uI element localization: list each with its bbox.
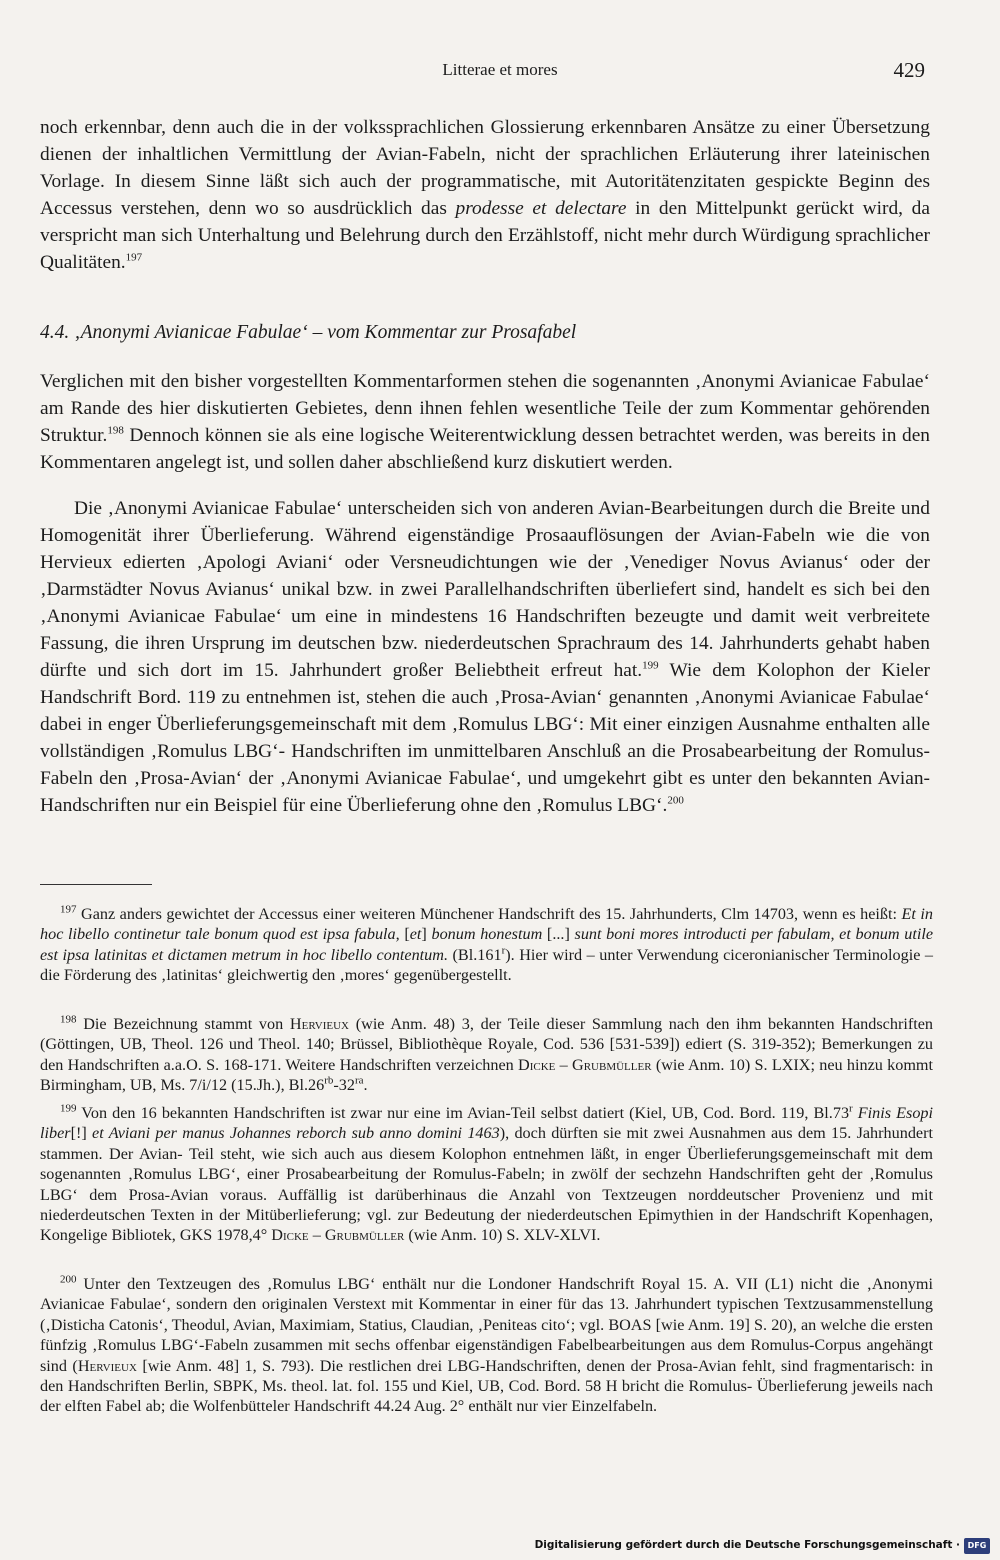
text: (wie Anm. 48) 3, der Teile dieser Sammlung nach den ihm bekannten Handschriften (Göttingen, UB, Theol. 126 und Theol. 140; Brüssel, Bibliothèque Royale, Cod. 536 [531-539]) ediert (S. 319-352); Bemerkungen zu den Handschriften a.a.O. S. 168-171. Weitere Handschriften verzeichnen	[40, 1015, 933, 1074]
text: -32	[333, 1076, 355, 1095]
text: Die Bezeichnung stammt von	[76, 1015, 290, 1033]
latin-quote: et	[409, 925, 422, 944]
latin-quote: et Aviani per manus Johannes reborch sub anno domini 1463	[92, 1124, 500, 1143]
footnote-ref[interactable]: 197	[125, 251, 143, 264]
latin-quote: Finis Esopi liber	[40, 1104, 934, 1143]
author-name: Dicke – Grubmüller	[271, 1226, 405, 1245]
text: (wie Anm. 10) S. XLV-XLVI.	[404, 1226, 601, 1245]
footnote-199	[40, 1103, 933, 1246]
section-heading: 4.4. ‚Anonymi Avianicae Fabulae‘ – vom Kommentar zur Prosafabel	[40, 322, 577, 343]
footnote-ref[interactable]: 198	[107, 424, 124, 437]
text: [...]	[542, 925, 575, 944]
text: Verglichen mit den bisher vorgestellten Kommentarformen stehen die sogenannten ‚Anonymi Avianicae Fabulae‘ am Rande des hier diskutierten Gebietes, denn ihnen fehlen wesentliche Teile der zum Kommentar gehörenden Struktur.	[40, 371, 930, 446]
text: (Bl.161	[448, 945, 502, 964]
footer-credit: Digitalisierung gefördert durch die Deutsche Forschungsgemeinschaft ·	[534, 1539, 960, 1551]
latin-phrase: prodesse et delectare	[455, 198, 627, 219]
paragraph-tradition	[40, 495, 930, 819]
author-name: Dicke – Grubmüller	[518, 1055, 652, 1074]
footnote-197	[40, 904, 933, 986]
text: Ganz anders gewichtet der Accessus einer weiteren Münchener Handschrift des 15. Jahrhunderts, Clm 14703, wenn es heißt:	[76, 905, 902, 923]
text: Von den 16 bekannten Handschriften ist zwar nur eine im Avian-Teil selbst datiert (Kiel, UB, Cod. Bord. 119, Bl.73	[76, 1104, 850, 1122]
author-name: Hervieux	[289, 1015, 350, 1033]
footnote-number: 200	[60, 1273, 77, 1286]
text: [!]	[70, 1124, 93, 1143]
footer	[0, 1530, 1000, 1560]
latin-quote: Et in hoc libello continetur tale bonum quod est ipsa fabula,	[40, 905, 933, 944]
text: ). Hier wird – unter Verwendung ciceronianischer Terminologie – die Förderung des ‚latinitas‘ gleichwertig den ‚mores‘ gegenübergestellt.	[40, 945, 933, 985]
text: .	[363, 1076, 368, 1095]
folio-side: r	[849, 1102, 853, 1115]
text: ), doch dürften sie mit zwei Ausnahmen aus dem 15. Jahrhundert stammen. Der Avian- Teil steht, wie sich auch aus diesem Kolophon entnehmen läßt, in enger Überlieferungsgemeinschaft mit dem sogenannten ‚Romulus LBG‘, einer Prosabearbeitung der Romulus-Fabeln; in zwölf der sechzehn Handschriften geht der ‚Romulus LBG‘ dem Prosa-Avian voraus. Auffällig ist darüberhinaus die Anzahl von Textzeugen norddeutscher Provenienz und mit niederdeutschen Texten in der Mitüberlieferung; vgl. zur Bedeutung der niederdeutschen Epimythien in der Handschrift Kopenhagen, Kongelige Bibliotek, GKS 1978,4°	[40, 1124, 933, 1245]
text: Wie dem Kolophon der Kieler Handschrift Bord. 119 zu entnehmen ist, stehen die auch ‚Prosa-Avian‘ genannten ‚Anonymi Avianicae Fabulae‘ dabei in enger Überlieferungsgemeinschaft mit dem ‚Romulus LBG‘: Mit einer einzigen Ausnahme enthalten alle vollständigen ‚Romulus LBG‘- Handschriften im unmittelbaren Anschluß an die Prosabearbeitung der Romulus-Fabeln den ‚Prosa-Avian‘ der ‚Anonymi Avianicae Fabulae‘, und umgekehrt gibt es unter den bekannten Avian- Handschriften nur ein Beispiel für eine Überlieferung ohne den ‚Romulus LBG‘.	[40, 660, 931, 816]
folio-side: rb	[324, 1074, 334, 1087]
text: in den Mittelpunkt gerückt wird, da verspricht man sich Unterhaltung und Belehrung durch den Erzählstoff, nicht mehr durch Würdigung sprachlicher Qualitäten.	[40, 198, 930, 273]
text: noch erkennbar, denn auch die in der volkssprachlichen Glossierung erkennbaren Ansätze zu einer Übersetzung dienen der inhaltlichen Vermittlung der Avian-Fabeln, nicht der sprachlichen Erläuterung ihrer lateinischen Vorlage. In diesem Sinne läßt sich auch der programmatische, mit Autoritätenzitaten gespickte Beginn des Accessus verstehen, denn wo so ausdrücklich das	[40, 117, 930, 219]
dfg-logo: DFG	[964, 1538, 990, 1554]
footnote-number: 199	[60, 1102, 77, 1115]
latin-quote: sunt boni mores introducti per fabulam, et bonum utile est ipsa latinitas et dictamen metrum in hoc libello contentum.	[40, 925, 933, 964]
footnote-number: 198	[60, 1013, 77, 1026]
footnote-ref[interactable]: 199	[642, 659, 659, 672]
text: (wie Anm. 10) S. LXIX; neu hinzu kommt Birmingham, UB, Ms. 7/i/12 (15.Jh.), Bl.26	[40, 1055, 934, 1095]
text: Unter den Textzeugen des ‚Romulus LBG‘ enthält nur die Londoner Handschrift Royal 15. A. VII (L1) nicht die ‚Anonymi Avianicae Fabulae‘, sondern den originalen Verstext mit Kommentar in einer für das 13. Jahrhundert typischen Textzusammenstellung (‚Disticha Catonis‘, Theodul, Avian, Maximiam, Statius, Claudian, ‚Peniteas cito‘; vgl. BOAS [wie Anm. 19] S. 20), an welche die ersten fünfzig ‚Romulus LBG‘-Fabeln zusammen mit sechs offenbar eigenständigen Fabelbearbeitungen aus dem Romulus-Corpus angehängt sind (	[40, 1275, 933, 1375]
footnote-200	[40, 1274, 933, 1417]
latin-quote: bonum honestum	[431, 925, 543, 944]
footnote-198	[40, 1014, 933, 1096]
footnote-ref[interactable]: 200	[667, 794, 684, 807]
footnote-divider	[40, 884, 152, 885]
text: Dennoch können sie als eine logische Weiterentwicklung dessen betrachtet werden, was bereits in den Kommentaren angelegt ist, und sollen daher abschließend kurz diskutiert werden.	[40, 425, 930, 473]
text: Die ‚Anonymi Avianicae Fabulae‘ unterscheiden sich von anderen Avian-Bearbeitungen durch die Breite und Homogenität ihrer Überlieferung. Während eigenständige Prosaauflösungen der Avian-Fabeln wie die von Hervieux edierten ‚Apologi Aviani‘ oder Versneudichtungen wie der ‚Venediger Novus Avianus‘ oder der ‚Darmstädter Novus Avianus‘ unikal bzw. in zwei Parallelhandschriften überliefert sind, handelt es sich bei den ‚Anonymi Avianicae Fabulae‘ um eine in mindestens 16 Handschriften bezeugte und damit weit verbreitete Fassung, die ihren Ursprung im deutschen bzw. niederdeutschen Sprachraum des 14. Jahrhunderts gehabt haben dürfte und sich dort im 15. Jahrhundert großer Beliebtheit erfreut hat.	[40, 498, 930, 681]
paragraph-intro	[40, 114, 930, 276]
folio-side: ra	[354, 1074, 364, 1087]
paragraph-section-start	[40, 368, 930, 476]
folio-side: r	[501, 944, 506, 957]
text: ]	[421, 925, 432, 944]
footnote-number: 197	[60, 903, 77, 916]
page-number: 429	[893, 58, 925, 82]
running-title: Litterae et mores	[442, 60, 558, 79]
text: [	[399, 925, 410, 944]
text: [wie Anm. 48] 1, S. 793). Die restlichen drei LBG-Handschriften, denen der Prosa-Avian fehlt, sind fragmentarisch: in den Handschriften Berlin, SBPK, Ms. theol. lat. fol. 155 und Kiel, UB, Cod. Bord. 58 H bricht die Romulus- Überlieferung jeweils nach der elften Fabel ab; die Wolfenbütteler Handschrift 44.24 Aug. 2° enthält nur vier Einzelfabeln.	[40, 1356, 933, 1416]
author-name: Hervieux	[77, 1356, 137, 1375]
